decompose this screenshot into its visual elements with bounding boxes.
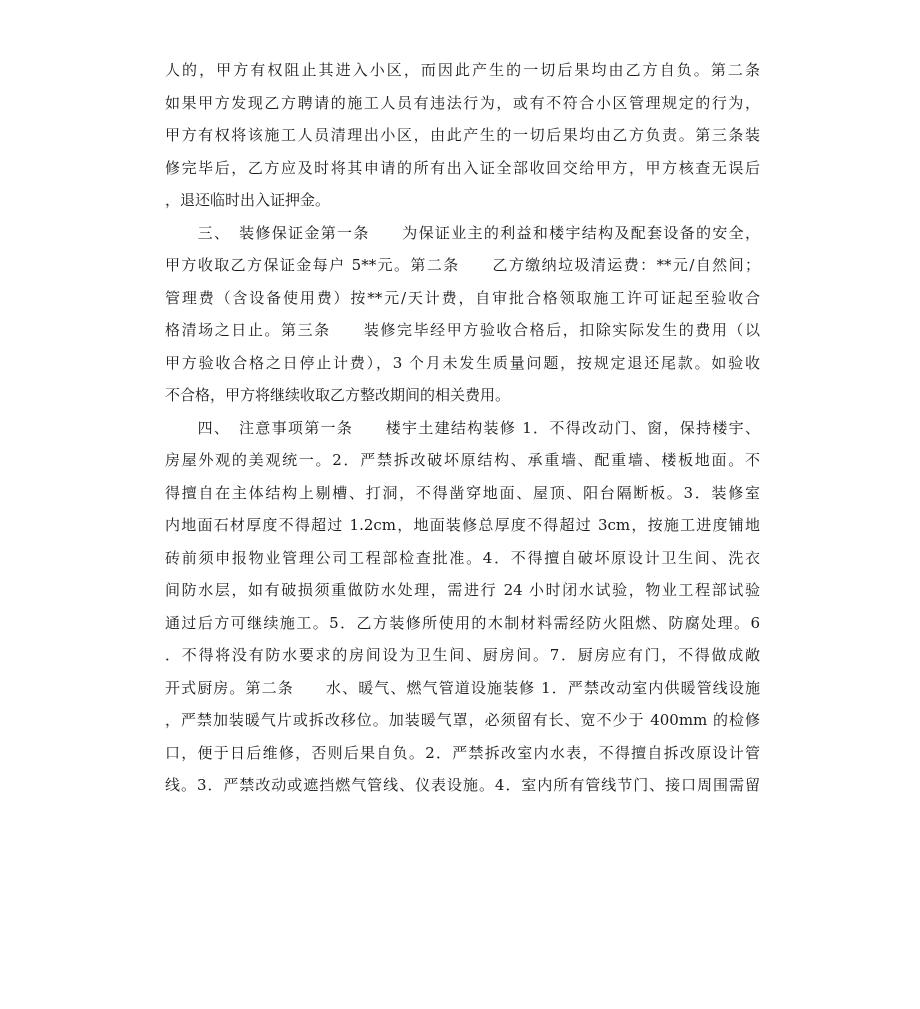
text-line: ，严禁加装暖气片或拆改移位。加装暖气罩，必须留有长、宽不少于 400mm 的检修 [165, 711, 760, 729]
text-line: 通过后方可继续施工。5．乙方装修所使用的木制材料需经防火阻燃、防腐处理。6 [165, 613, 760, 632]
text-line: 间防水层，如有破损须重做防水处理，需进行 24 小时闭水试验，物业工程部试验 [165, 581, 760, 599]
text-line: 口，便于日后维修，否则后果自负。2．严禁拆改室内水表，不得擅自拆改原设计管 [165, 743, 760, 762]
text-line: 得擅自在主体结构上剔槽、打洞，不得凿穿地面、屋顶、阳台隔断板。3．装修室 [165, 483, 760, 502]
text-line: 修完毕后，乙方应及时将其申请的所有出入证全部收回交给甲方，甲方核查无误后 [165, 158, 760, 177]
text-line: ．不得将没有防水要求的房间设为卫生间、厨房间。7．厨房应有门，不得做成敞 [165, 646, 760, 664]
text-line: 线。3．严禁改动或遮挡燃气管线、仪表设施。4．室内所有管线节门、接口周围需留 [165, 776, 760, 794]
text-line: 三、 装修保证金第一条 为保证业主的利益和楼宇结构及配套设备的安全， [165, 223, 760, 242]
text-line: 砖前须申报物业管理公司工程部检查批准。4．不得擅自破坏原设计卫生间、洗衣 [165, 548, 760, 567]
text-line: 如果甲方发现乙方聘请的施工人员有违法行为，或有不符合小区管理规定的行为， [165, 93, 760, 112]
body-text [165, 54, 760, 802]
text-line: 内地面石材厚度不得超过 1.2cm，地面装修总厚度不得超过 3cm，按施工进度铺地 [165, 516, 760, 534]
text-line: 房屋外观的美观统一。2．严禁拆改破坏原结构、承重墙、配重墙、楼板地面。不 [165, 451, 760, 469]
text-line: 甲方有权将该施工人员清理出小区，由此产生的一切后果均由乙方负责。第三条装 [165, 126, 760, 144]
text-line: 开式厨房。第二条 水、暖气、燃气管道设施装修 1．严禁改动室内供暖管线设施 [165, 678, 760, 697]
text-line: 不合格，甲方将继续收取乙方整改期间的相关费用。 [165, 386, 511, 404]
text-line: 甲方收取乙方保证金每户 5**元。第二条 乙方缴纳垃圾清运费：**元/自然间； [165, 256, 760, 274]
text-line: 四、 注意事项第一条 楼宇土建结构装修 1．不得改动门、窗，保持楼宇、 [165, 418, 760, 437]
text-line: 管理费（含设备使用费）按**元/天计费，自审批合格领取施工许可证起至验收合 [165, 288, 760, 307]
text-line: 人的，甲方有权阻止其进入小区，而因此产生的一切后果均由乙方自负。第二条 [165, 61, 760, 79]
text-line: 甲方验收合格之日停止计费），3 个月未发生质量问题，按规定退还尾款。如验收 [165, 353, 760, 372]
text-line: 格清场之日止。第三条 装修完毕经甲方验收合格后，扣除实际发生的费用（以 [165, 321, 760, 339]
text-line: ，退还临时出入证押金。 [165, 191, 331, 209]
